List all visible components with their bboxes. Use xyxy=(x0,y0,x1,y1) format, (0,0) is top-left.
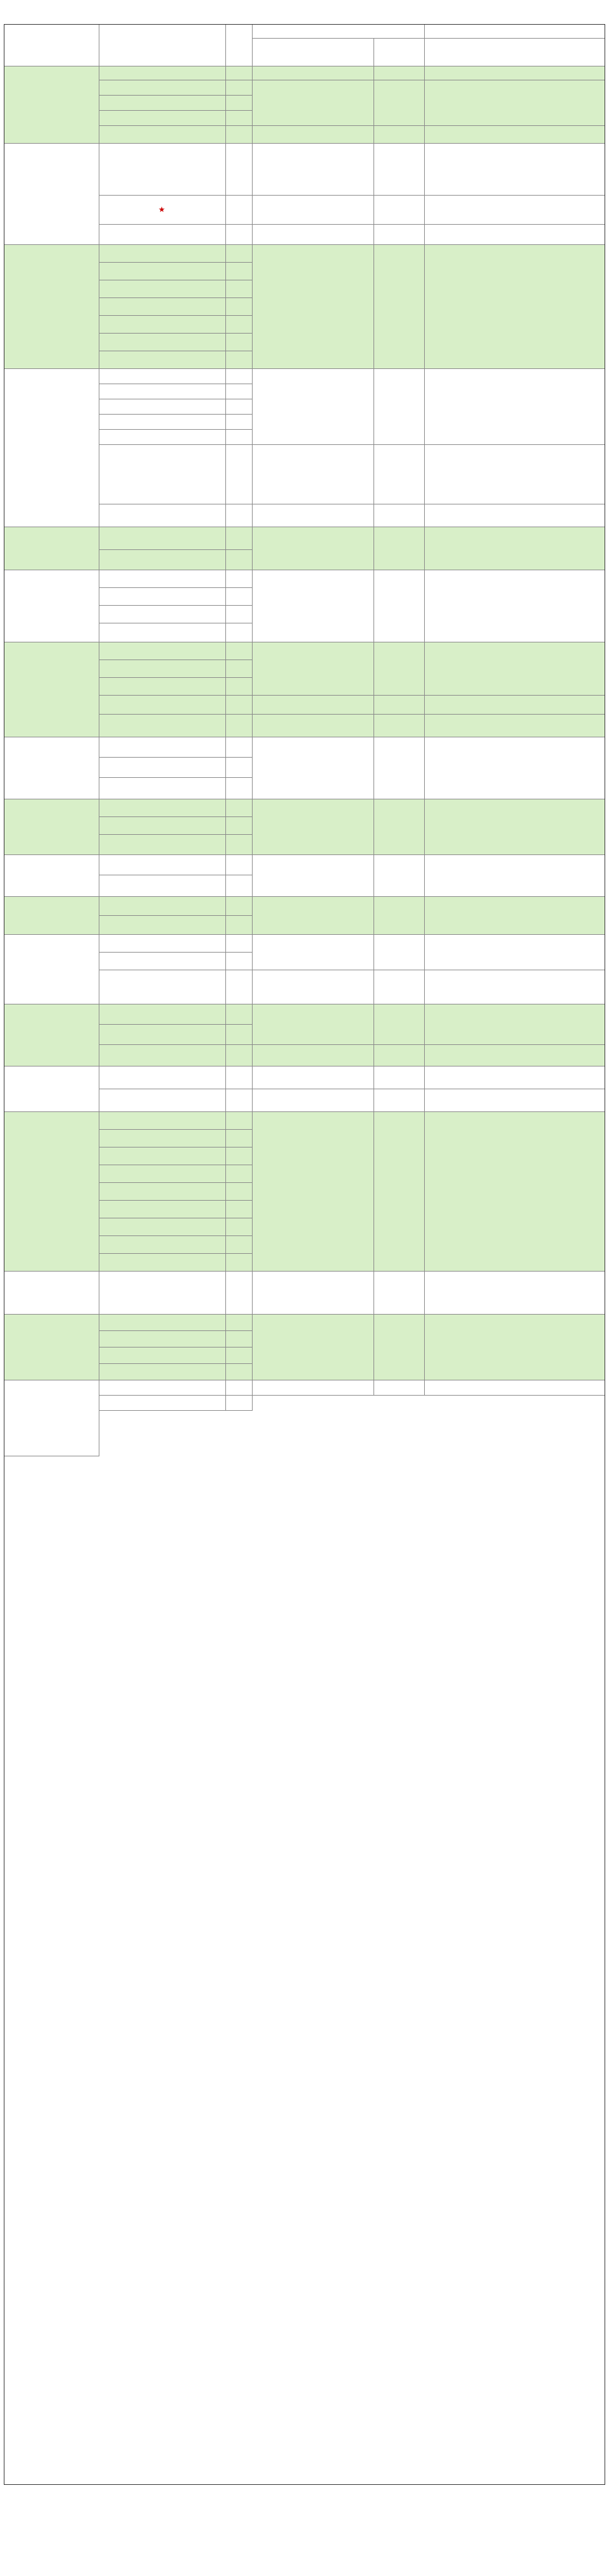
major-cell xyxy=(99,1045,226,1066)
dse-subjects-cell xyxy=(425,737,605,799)
school-cell xyxy=(4,799,99,855)
years-cell xyxy=(226,623,253,642)
extra-subjects-cell xyxy=(374,504,425,527)
major-cell xyxy=(99,351,226,369)
school-cell xyxy=(4,369,99,527)
years-cell xyxy=(226,1089,253,1112)
school-cell xyxy=(4,1272,99,1315)
exam-subjects-cell xyxy=(253,1112,374,1272)
school-cell xyxy=(4,1380,99,1456)
years-cell xyxy=(226,1396,253,1411)
exam-subjects-cell xyxy=(253,445,374,504)
exam-subjects-cell xyxy=(253,935,374,970)
dse-subjects-cell xyxy=(425,66,605,80)
major-cell xyxy=(99,1272,226,1315)
years-cell xyxy=(226,1066,253,1089)
major-cell xyxy=(99,1183,226,1201)
years-cell xyxy=(226,369,253,384)
extra-subjects-cell xyxy=(374,570,425,642)
major-cell xyxy=(99,1364,226,1380)
major-cell xyxy=(99,835,226,855)
major-cell xyxy=(99,1089,226,1112)
dse-subjects-cell xyxy=(425,897,605,935)
dse-subjects-cell xyxy=(425,1045,605,1066)
major-cell xyxy=(99,897,226,916)
years-cell xyxy=(226,144,253,196)
major-cell xyxy=(99,80,226,96)
school-cell xyxy=(4,897,99,935)
exam-subjects-cell xyxy=(253,715,374,737)
years-cell xyxy=(226,527,253,550)
exam-subjects-cell xyxy=(253,1004,374,1045)
exam-subjects-cell xyxy=(253,1066,374,1089)
exam-subjects-cell xyxy=(253,126,374,144)
major-cell xyxy=(99,1254,226,1272)
years-cell xyxy=(226,351,253,369)
major-cell xyxy=(99,1025,226,1045)
years-cell xyxy=(226,817,253,835)
years-cell xyxy=(226,855,253,875)
dse-subjects-cell xyxy=(425,245,605,369)
extra-subjects-cell xyxy=(374,737,425,799)
major-cell xyxy=(99,504,226,527)
years-cell xyxy=(226,1331,253,1347)
major-cell xyxy=(99,280,226,298)
major-cell xyxy=(99,384,226,399)
major-cell xyxy=(99,715,226,737)
major-cell xyxy=(99,875,226,897)
major-cell xyxy=(99,96,226,111)
years-cell xyxy=(226,415,253,430)
major-cell xyxy=(99,298,226,316)
major-cell xyxy=(99,399,226,415)
exam-subjects-cell xyxy=(253,1315,374,1380)
major-cell xyxy=(99,430,226,445)
dse-subjects-cell xyxy=(425,935,605,970)
school-cell xyxy=(4,245,99,369)
dse-subjects-cell xyxy=(425,1066,605,1089)
school-cell xyxy=(4,527,99,570)
major-cell xyxy=(99,369,226,384)
school-cell xyxy=(4,1066,99,1112)
dse-subjects-cell xyxy=(425,799,605,855)
major-cell xyxy=(99,1066,226,1089)
major-cell xyxy=(99,66,226,80)
dse-subjects-cell xyxy=(425,570,605,642)
years-cell xyxy=(226,1315,253,1331)
exam-subjects-cell xyxy=(253,369,374,445)
years-cell xyxy=(226,1004,253,1025)
admissions-table xyxy=(4,24,605,2485)
major-cell xyxy=(99,334,226,351)
extra-subjects-cell xyxy=(374,897,425,935)
header-major xyxy=(99,25,226,66)
years-cell xyxy=(226,550,253,570)
years-cell xyxy=(226,196,253,225)
years-cell xyxy=(226,430,253,445)
extra-subjects-cell xyxy=(374,1112,425,1272)
major-cell xyxy=(99,953,226,970)
new-major-star-icon: ★ xyxy=(158,204,165,214)
years-cell xyxy=(226,316,253,334)
header-dse-subjects xyxy=(425,39,605,66)
major-cell xyxy=(99,696,226,715)
years-cell xyxy=(226,334,253,351)
school-cell xyxy=(4,935,99,1004)
school-cell xyxy=(4,642,99,737)
school-cell xyxy=(4,737,99,799)
major-cell xyxy=(99,1112,226,1130)
exam-subjects-cell xyxy=(253,1089,374,1112)
extra-subjects-cell xyxy=(374,799,425,855)
years-cell xyxy=(226,835,253,855)
dse-subjects-cell xyxy=(425,1089,605,1112)
major-cell xyxy=(99,1201,226,1218)
years-cell xyxy=(226,715,253,737)
school-cell xyxy=(4,855,99,897)
exam-subjects-cell xyxy=(253,737,374,799)
major-cell xyxy=(99,445,226,504)
major-cell xyxy=(99,1130,226,1147)
extra-subjects-cell xyxy=(374,715,425,737)
extra-subjects-cell xyxy=(374,245,425,369)
major-cell xyxy=(99,778,226,799)
exam-subjects-cell xyxy=(253,66,374,80)
major-cell xyxy=(99,111,226,126)
years-cell xyxy=(226,1112,253,1130)
extra-subjects-cell xyxy=(374,696,425,715)
dse-subjects-cell xyxy=(425,970,605,1004)
extra-subjects-cell xyxy=(374,445,425,504)
years-cell xyxy=(226,953,253,970)
extra-subjects-cell xyxy=(374,1315,425,1380)
major-cell xyxy=(99,588,226,606)
major-cell xyxy=(99,1347,226,1364)
header-school xyxy=(4,25,99,66)
school-cell xyxy=(4,1112,99,1272)
years-cell xyxy=(226,606,253,623)
extra-subjects-cell xyxy=(374,144,425,196)
major-cell xyxy=(99,678,226,696)
years-cell xyxy=(226,384,253,399)
years-cell xyxy=(226,1272,253,1315)
years-cell xyxy=(226,96,253,111)
years-cell xyxy=(226,298,253,316)
header-years xyxy=(226,25,253,66)
exam-subjects-cell xyxy=(253,855,374,897)
school-cell xyxy=(4,1315,99,1380)
major-cell xyxy=(99,737,226,758)
dse-subjects-cell xyxy=(425,80,605,126)
major-cell xyxy=(99,1380,226,1396)
major-cell xyxy=(99,799,226,817)
major-cell xyxy=(99,817,226,835)
extra-subjects-cell xyxy=(374,642,425,696)
years-cell xyxy=(226,1183,253,1201)
years-cell xyxy=(226,660,253,678)
dse-subjects-cell xyxy=(425,855,605,897)
years-cell xyxy=(226,1218,253,1236)
exam-subjects-cell xyxy=(253,245,374,369)
header-exam-subjects xyxy=(253,39,374,66)
major-cell xyxy=(99,1147,226,1165)
years-cell xyxy=(226,280,253,298)
major-cell xyxy=(99,196,226,225)
extra-subjects-cell xyxy=(374,66,425,80)
years-cell xyxy=(226,245,253,263)
years-cell xyxy=(226,916,253,935)
extra-subjects-cell xyxy=(374,126,425,144)
years-cell xyxy=(226,126,253,144)
dse-subjects-cell xyxy=(425,1004,605,1045)
major-cell xyxy=(99,606,226,623)
years-cell xyxy=(226,504,253,527)
exam-subjects-cell xyxy=(253,570,374,642)
years-cell xyxy=(226,263,253,280)
major-cell xyxy=(99,935,226,953)
years-cell xyxy=(226,696,253,715)
dse-subjects-cell xyxy=(425,1112,605,1272)
major-cell xyxy=(99,1331,226,1347)
extra-subjects-cell xyxy=(374,527,425,570)
exam-subjects-cell xyxy=(253,1045,374,1066)
years-cell xyxy=(226,799,253,817)
major-cell xyxy=(99,1396,226,1411)
major-cell xyxy=(99,1236,226,1254)
dse-subjects-cell xyxy=(425,696,605,715)
dse-subjects-cell xyxy=(425,126,605,144)
header-dse-group xyxy=(425,25,605,39)
years-cell xyxy=(226,1025,253,1045)
major-cell xyxy=(99,316,226,334)
major-cell xyxy=(99,855,226,875)
school-cell xyxy=(4,1004,99,1066)
extra-subjects-cell xyxy=(374,225,425,245)
dse-subjects-cell xyxy=(425,1380,605,1396)
years-cell xyxy=(226,1254,253,1272)
extra-subjects-cell xyxy=(374,80,425,126)
extra-subjects-cell xyxy=(374,970,425,1004)
extra-subjects-cell xyxy=(374,196,425,225)
years-cell xyxy=(226,778,253,799)
years-cell xyxy=(226,1165,253,1183)
header-extra-subjects xyxy=(374,39,425,66)
dse-subjects-cell xyxy=(425,642,605,696)
major-cell xyxy=(99,144,226,196)
major-cell xyxy=(99,570,226,588)
dse-subjects-cell xyxy=(425,715,605,737)
dse-subjects-cell xyxy=(425,196,605,225)
exam-subjects-cell xyxy=(253,696,374,715)
dse-subjects-cell xyxy=(425,225,605,245)
years-cell xyxy=(226,80,253,96)
dse-subjects-cell xyxy=(425,445,605,504)
extra-subjects-cell xyxy=(374,369,425,445)
years-cell xyxy=(226,111,253,126)
exam-subjects-cell xyxy=(253,80,374,126)
years-cell xyxy=(226,445,253,504)
years-cell xyxy=(226,399,253,415)
major-cell xyxy=(99,660,226,678)
years-cell xyxy=(226,588,253,606)
page-title xyxy=(0,0,609,23)
major-cell xyxy=(99,126,226,144)
years-cell xyxy=(226,1347,253,1364)
dse-subjects-cell xyxy=(425,144,605,196)
exam-subjects-cell xyxy=(253,642,374,696)
school-cell xyxy=(4,570,99,642)
dse-subjects-cell xyxy=(425,504,605,527)
major-cell xyxy=(99,550,226,570)
extra-subjects-cell xyxy=(374,1272,425,1315)
major-cell xyxy=(99,758,226,778)
exam-subjects-cell xyxy=(253,897,374,935)
exam-subjects-cell xyxy=(253,970,374,1004)
exam-subjects-cell xyxy=(253,225,374,245)
header-south-china-group xyxy=(253,25,425,39)
exam-subjects-cell xyxy=(253,1380,374,1396)
extra-subjects-cell xyxy=(374,1380,425,1396)
major-cell xyxy=(99,1315,226,1331)
extra-subjects-cell xyxy=(374,855,425,897)
exam-subjects-cell xyxy=(253,504,374,527)
years-cell xyxy=(226,66,253,80)
years-cell xyxy=(226,758,253,778)
major-cell xyxy=(99,415,226,430)
years-cell xyxy=(226,1147,253,1165)
years-cell xyxy=(226,642,253,660)
extra-subjects-cell xyxy=(374,1045,425,1066)
major-cell xyxy=(99,1165,226,1183)
major-cell xyxy=(99,263,226,280)
dse-subjects-cell xyxy=(425,527,605,570)
major-cell xyxy=(99,245,226,263)
dse-subjects-cell xyxy=(425,1315,605,1380)
years-cell xyxy=(226,678,253,696)
years-cell xyxy=(226,1236,253,1254)
major-cell xyxy=(99,527,226,550)
years-cell xyxy=(226,1201,253,1218)
major-cell xyxy=(99,623,226,642)
exam-subjects-cell xyxy=(253,144,374,196)
major-cell xyxy=(99,225,226,245)
extra-subjects-cell xyxy=(374,1066,425,1089)
exam-subjects-cell xyxy=(253,527,374,570)
major-cell xyxy=(99,642,226,660)
years-cell xyxy=(226,897,253,916)
extra-subjects-cell xyxy=(374,935,425,970)
years-cell xyxy=(226,970,253,1004)
major-cell xyxy=(99,1004,226,1025)
exam-subjects-cell xyxy=(253,196,374,225)
years-cell xyxy=(226,935,253,953)
years-cell xyxy=(226,1364,253,1380)
dse-subjects-cell xyxy=(425,1272,605,1315)
years-cell xyxy=(226,737,253,758)
extra-subjects-cell xyxy=(374,1004,425,1045)
school-cell xyxy=(4,144,99,245)
years-cell xyxy=(226,570,253,588)
years-cell xyxy=(226,225,253,245)
major-cell xyxy=(99,1218,226,1236)
exam-subjects-cell xyxy=(253,799,374,855)
dse-subjects-cell xyxy=(425,369,605,445)
years-cell xyxy=(226,1380,253,1396)
school-cell xyxy=(4,66,99,144)
years-cell xyxy=(226,875,253,897)
major-cell xyxy=(99,970,226,1004)
exam-subjects-cell xyxy=(253,1272,374,1315)
years-cell xyxy=(226,1045,253,1066)
major-cell xyxy=(99,916,226,935)
years-cell xyxy=(226,1130,253,1147)
extra-subjects-cell xyxy=(374,1089,425,1112)
